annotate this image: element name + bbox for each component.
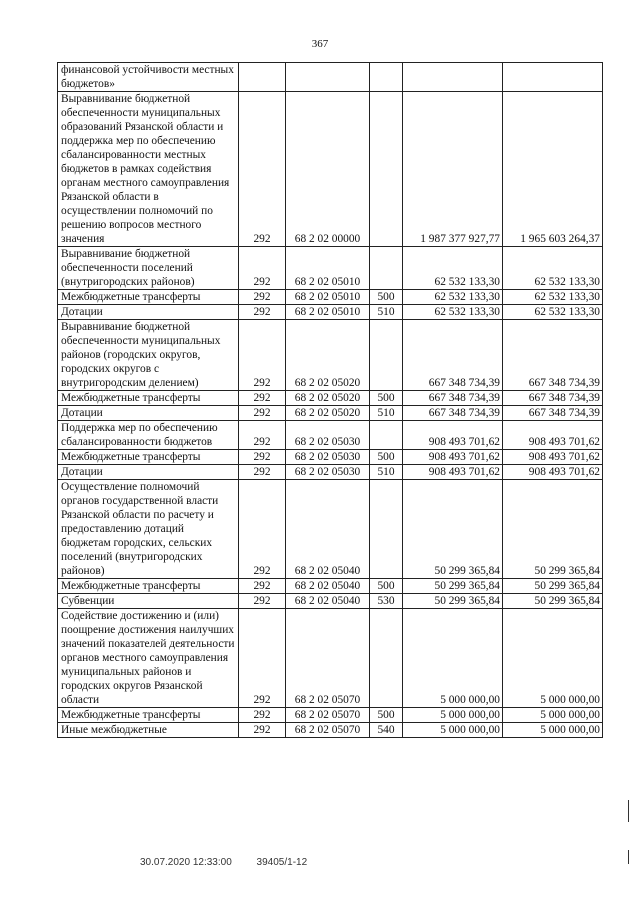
cell-ministry-code: 292 <box>239 609 286 708</box>
cell-amount-year2: 667 348 734,39 <box>503 320 603 391</box>
cell-amount-year1: 62 532 133,30 <box>403 247 503 290</box>
cell-name: Межбюджетные трансферты <box>58 450 239 465</box>
cell-amount-year1: 908 493 701,62 <box>403 450 503 465</box>
table-row <box>58 247 603 290</box>
cell-ministry-code: 292 <box>239 480 286 579</box>
cell-amount-year1: 5 000 000,00 <box>403 723 503 738</box>
cell-target-article: 68 2 02 05070 <box>286 708 370 723</box>
scan-edge-mark <box>628 850 629 864</box>
cell-ministry-code: 292 <box>239 406 286 421</box>
cell-name: финансовой устойчивости местных бюджетов» <box>58 63 239 92</box>
cell-expense-type: 500 <box>370 450 403 465</box>
cell-name: Содействие достижению и (или) поощрение достижения наилучших значений показателей деятельности органов местного самоуправления муниципальных районов и городских округов Рязанской области <box>58 609 239 708</box>
cell-name: Иные межбюджетные <box>58 723 239 738</box>
footer-timestamp: 30.07.2020 12:33:00 <box>140 857 232 868</box>
table-row <box>58 480 603 579</box>
cell-expense-type <box>370 247 403 290</box>
table-row <box>58 290 603 305</box>
cell-ministry-code: 292 <box>239 247 286 290</box>
cell-name: Выравнивание бюджетной обеспеченности муниципальных образований Рязанской области и поддержка мер по обеспечению сбалансированности местных бюджетов в рамках содействия органам местного самоуправления Рязанской области в осуществлении полномочий по решению вопросов местного значения <box>58 92 239 247</box>
cell-expense-type: 540 <box>370 723 403 738</box>
cell-expense-type: 510 <box>370 406 403 421</box>
table-row <box>58 391 603 406</box>
cell-name: Межбюджетные трансферты <box>58 391 239 406</box>
cell-amount-year1: 667 348 734,39 <box>403 406 503 421</box>
cell-target-article: 68 2 02 05040 <box>286 480 370 579</box>
cell-name: Осуществление полномочий органов государственной власти Рязанской области по расчету и предоставлению дотаций бюджетам городских, сельских поселений (внутригородских районов) <box>58 480 239 579</box>
table-row <box>58 421 603 450</box>
cell-ministry-code: 292 <box>239 579 286 594</box>
cell-name: Дотации <box>58 406 239 421</box>
cell-expense-type <box>370 320 403 391</box>
table-row <box>58 465 603 480</box>
cell-amount-year2: 50 299 365,84 <box>503 480 603 579</box>
cell-expense-type: 500 <box>370 391 403 406</box>
cell-amount-year2: 667 348 734,39 <box>503 391 603 406</box>
cell-amount-year2: 50 299 365,84 <box>503 579 603 594</box>
cell-expense-type <box>370 421 403 450</box>
cell-expense-type: 510 <box>370 465 403 480</box>
cell-expense-type: 500 <box>370 290 403 305</box>
table-row <box>58 450 603 465</box>
cell-ministry-code: 292 <box>239 290 286 305</box>
cell-target-article: 68 2 02 05040 <box>286 594 370 609</box>
cell-amount-year2: 908 493 701,62 <box>503 465 603 480</box>
cell-expense-type: 510 <box>370 305 403 320</box>
cell-name: Выравнивание бюджетной обеспеченности поселений (внутригородских районов) <box>58 247 239 290</box>
cell-amount-year2: 5 000 000,00 <box>503 609 603 708</box>
table-row <box>58 406 603 421</box>
cell-ministry-code: 292 <box>239 92 286 247</box>
footer-doc-number: 39405/1-12 <box>256 857 308 868</box>
cell-target-article: 68 2 02 05010 <box>286 290 370 305</box>
cell-ministry-code: 292 <box>239 391 286 406</box>
cell-ministry-code: 292 <box>239 305 286 320</box>
cell-name: Дотации <box>58 305 239 320</box>
cell-target-article: 68 2 02 05040 <box>286 579 370 594</box>
cell-target-article: 68 2 02 05010 <box>286 247 370 290</box>
cell-name: Дотации <box>58 465 239 480</box>
cell-expense-type <box>370 480 403 579</box>
budget-table <box>57 62 603 738</box>
table-row <box>58 320 603 391</box>
cell-amount-year2: 667 348 734,39 <box>503 406 603 421</box>
table-row <box>58 305 603 320</box>
cell-amount-year1: 62 532 133,30 <box>403 290 503 305</box>
cell-expense-type: 530 <box>370 594 403 609</box>
cell-amount-year1: 667 348 734,39 <box>403 320 503 391</box>
cell-amount-year1: 908 493 701,62 <box>403 465 503 480</box>
cell-amount-year2: 62 532 133,30 <box>503 247 603 290</box>
cell-target-article: 68 2 02 05010 <box>286 305 370 320</box>
cell-amount-year1: 50 299 365,84 <box>403 594 503 609</box>
cell-expense-type <box>370 609 403 708</box>
cell-amount-year1: 50 299 365,84 <box>403 480 503 579</box>
cell-amount-year1 <box>403 63 503 92</box>
cell-target-article: 68 2 02 00000 <box>286 92 370 247</box>
cell-ministry-code <box>239 63 286 92</box>
cell-target-article: 68 2 02 05020 <box>286 391 370 406</box>
cell-amount-year2: 62 532 133,30 <box>503 305 603 320</box>
cell-target-article: 68 2 02 05030 <box>286 450 370 465</box>
table-row <box>58 723 603 738</box>
footer <box>140 857 329 868</box>
cell-target-article: 68 2 02 05030 <box>286 421 370 450</box>
page-number: 367 <box>311 38 329 50</box>
cell-ministry-code: 292 <box>239 450 286 465</box>
cell-name: Межбюджетные трансферты <box>58 708 239 723</box>
cell-amount-year1: 5 000 000,00 <box>403 609 503 708</box>
cell-name: Межбюджетные трансферты <box>58 579 239 594</box>
cell-ministry-code: 292 <box>239 723 286 738</box>
cell-amount-year1: 5 000 000,00 <box>403 708 503 723</box>
cell-amount-year2: 50 299 365,84 <box>503 594 603 609</box>
cell-amount-year1: 1 987 377 927,77 <box>403 92 503 247</box>
scan-edge-mark <box>628 800 629 822</box>
cell-amount-year2: 5 000 000,00 <box>503 708 603 723</box>
cell-target-article <box>286 63 370 92</box>
cell-target-article: 68 2 02 05030 <box>286 465 370 480</box>
cell-amount-year2: 908 493 701,62 <box>503 421 603 450</box>
cell-ministry-code: 292 <box>239 465 286 480</box>
cell-amount-year1: 667 348 734,39 <box>403 391 503 406</box>
cell-target-article: 68 2 02 05020 <box>286 320 370 391</box>
table-row <box>58 579 603 594</box>
cell-name: Выравнивание бюджетной обеспеченности муниципальных районов (городских округов, городских округов с внутригородским делением) <box>58 320 239 391</box>
cell-ministry-code: 292 <box>239 320 286 391</box>
cell-expense-type: 500 <box>370 708 403 723</box>
cell-expense-type: 500 <box>370 579 403 594</box>
cell-ministry-code: 292 <box>239 421 286 450</box>
cell-expense-type <box>370 63 403 92</box>
cell-amount-year1: 62 532 133,30 <box>403 305 503 320</box>
cell-amount-year1: 908 493 701,62 <box>403 421 503 450</box>
cell-name: Поддержка мер по обеспечению сбалансированности бюджетов <box>58 421 239 450</box>
cell-name: Субвенции <box>58 594 239 609</box>
cell-ministry-code: 292 <box>239 594 286 609</box>
cell-amount-year2: 1 965 603 264,37 <box>503 92 603 247</box>
table-row <box>58 609 603 708</box>
cell-ministry-code: 292 <box>239 708 286 723</box>
cell-target-article: 68 2 02 05020 <box>286 406 370 421</box>
cell-name: Межбюджетные трансферты <box>58 290 239 305</box>
cell-amount-year2: 62 532 133,30 <box>503 290 603 305</box>
cell-amount-year2 <box>503 63 603 92</box>
table-row <box>58 594 603 609</box>
budget-table-body <box>58 63 603 738</box>
cell-expense-type <box>370 92 403 247</box>
cell-amount-year1: 50 299 365,84 <box>403 579 503 594</box>
cell-target-article: 68 2 02 05070 <box>286 609 370 708</box>
table-row <box>58 92 603 247</box>
table-row <box>58 708 603 723</box>
cell-target-article: 68 2 02 05070 <box>286 723 370 738</box>
cell-amount-year2: 908 493 701,62 <box>503 450 603 465</box>
table-row <box>58 63 603 92</box>
cell-amount-year2: 5 000 000,00 <box>503 723 603 738</box>
